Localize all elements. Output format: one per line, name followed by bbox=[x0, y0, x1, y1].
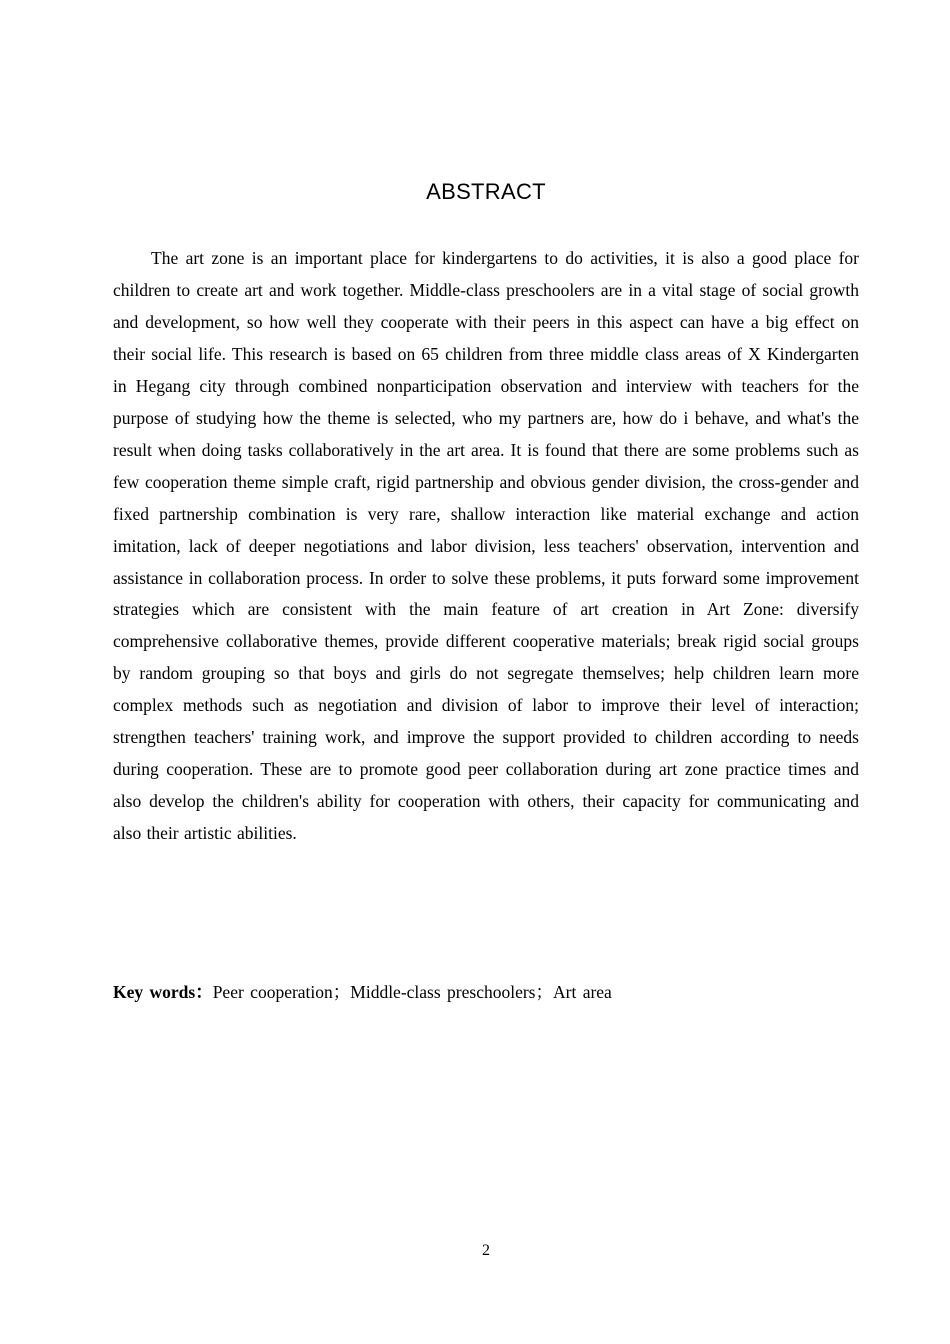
abstract-title: ABSTRACT bbox=[426, 179, 546, 204]
keywords-text: Peer cooperation；Middle-class preschoolers；Art area bbox=[212, 982, 612, 1002]
page-number: 2 bbox=[482, 1242, 490, 1259]
abstract-body: The art zone is an important place for kindergartens to do activities, it is also a good place for children to create art and work together. Middle-class preschoolers are in a vital stage of social growth and development, so how well they cooperate with their peers in this aspect can have a big effect on their social life. This research is based on 65 children from three middle class areas of X Kindergarten in Hegang city through combined nonparticipation observation and interview with teachers for the purpose of studying how the theme is selected, who my partners are, how do i behave, and what's the result when doing tasks collaboratively in the art area. It is found that there are some problems such as few cooperation theme simple craft, rigid partnership and obvious gender division, the cross-gender and fixed partnership combination is very rare, shallow interaction like material exchange and action imitation, lack of deeper negotiations and labor division, less teachers' observation, intervention and assistance in collaboration process. In order to solve these problems, it puts forward some improvement strategies which are consistent with the main feature of art creation in Art Zone: diversify comprehensive collaborative themes, provide different cooperative materials; break rigid social groups by random grouping so that boys and girls do not segregate themselves; help children learn more complex methods such as negotiation and division of labor to improve their level of interaction; strengthen teachers' training work, and improve the support provided to children according to needs during cooperation. These are to promote good peer collaboration during art zone practice times and also develop the children's ability for cooperation with others, their capacity for communicating and also their artistic abilities. bbox=[113, 248, 859, 844]
keywords-line bbox=[113, 977, 859, 1008]
keywords-label: Key words： bbox=[113, 982, 213, 1002]
